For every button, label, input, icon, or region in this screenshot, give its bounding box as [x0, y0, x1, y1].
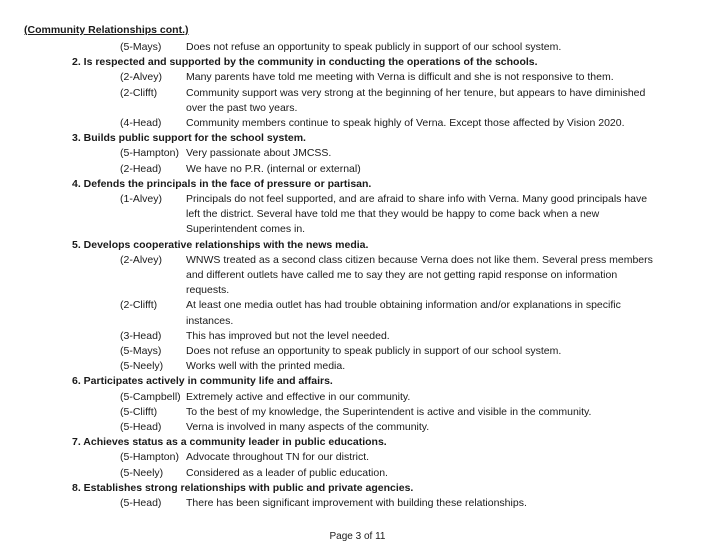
comment-row	[0, 146, 715, 161]
comment-text: Verna is involved in many aspects of the community.	[186, 421, 430, 433]
rater-label: (2-Alvey)	[120, 71, 163, 84]
rater-label: (2-Clifft)	[120, 86, 158, 99]
comment-row	[0, 40, 715, 55]
criterion-heading: 6. Participates actively in community life and affairs.	[72, 375, 333, 388]
comment-row	[0, 344, 715, 359]
comment-text: We have no P.R. (internal or external)	[186, 162, 361, 175]
rater-label: (1-Alvey)	[120, 192, 163, 205]
comment-text: There has been significant improvement with building these relationships.	[186, 496, 527, 509]
comment-text: Advocate throughout TN for our district.	[186, 451, 370, 464]
rater-label: (5-Head)	[120, 421, 162, 433]
criterion-block	[0, 55, 715, 131]
comment-text: Does not refuse an opportunity to speak publicly in support of our school system.	[186, 345, 562, 357]
comment-row	[0, 450, 715, 465]
criterion-heading: 2. Is respected and supported by the community in conducting the operations of the schools.	[72, 56, 538, 69]
comment-row	[0, 329, 715, 344]
criterion-block	[0, 481, 715, 511]
comment-text: Community support was very strong at the beginning of her tenure, but appears to have diminished over the past two years.	[186, 86, 646, 114]
comment-row	[0, 405, 715, 420]
comment-text: Does not refuse an opportunity to speak publicly in support of our school system.	[186, 41, 562, 53]
criterion-heading: 8. Establishes strong relationships with public and private agencies.	[72, 481, 414, 494]
comment-row	[0, 70, 715, 85]
rater-label: (5-Hampton)	[120, 147, 179, 160]
comment-text: Very passionate about JMCSS.	[186, 147, 332, 160]
section-title: (Community Relationships cont.)	[24, 24, 189, 36]
criterion-block	[0, 40, 715, 55]
comment-row	[0, 390, 715, 405]
rater-label: (3-Head)	[120, 329, 162, 342]
comment-text: WNWS treated as a second class citizen because Verna does not like them. Several press members and different outlets have called me to say they are not getting rapid response on information requests.	[186, 253, 653, 297]
criterion-heading: 5. Develops cooperative relationships with the news media.	[72, 238, 369, 251]
rater-label: (5-Neely)	[120, 466, 164, 479]
rater-label: (2-Clifft)	[120, 299, 158, 312]
rater-label: (2-Alvey)	[120, 253, 163, 266]
rater-label: (4-Head)	[120, 117, 162, 129]
rater-label: (5-Hampton)	[120, 451, 179, 464]
comment-text: At least one media outlet has had trouble obtaining information and/or explanations in specific instances.	[186, 299, 621, 327]
criterion-block	[0, 374, 715, 435]
criteria-list	[0, 40, 715, 511]
criterion-block	[0, 435, 715, 481]
comment-text: Principals do not feel supported, and are afraid to share info with Verna. Many good principals have left the district. Several have told me that they would be happy to come back when a new Superintendent comes in.	[186, 192, 648, 236]
comment-row	[0, 420, 715, 435]
comment-row	[0, 466, 715, 481]
comment-text: Community members continue to speak highly of Verna. Except those affected by Vision 2020.	[186, 117, 625, 129]
comment-row	[0, 192, 715, 238]
comment-text: This has improved but not the level needed.	[186, 329, 390, 342]
rater-label: (5-Mays)	[120, 41, 162, 53]
rater-label: (2-Head)	[120, 162, 162, 175]
comment-text: Works well with the printed media.	[186, 360, 346, 373]
rater-label: (5-Mays)	[120, 345, 162, 357]
rater-label: (5-Neely)	[120, 360, 164, 373]
page-number: Page 3 of 11	[329, 531, 386, 542]
comment-row	[0, 86, 715, 116]
criterion-heading: 7. Achieves status as a community leader in public educations.	[72, 436, 387, 449]
criterion-block	[0, 177, 715, 238]
comment-row	[0, 496, 715, 511]
criterion-heading: 4. Defends the principals in the face of pressure or partisan.	[72, 177, 372, 190]
comment-row	[0, 253, 715, 299]
comment-text: To the best of my knowledge, the Superintendent is active and visible in the community.	[186, 405, 592, 418]
comment-row	[0, 162, 715, 177]
comment-row	[0, 298, 715, 328]
criterion-heading: 3. Builds public support for the school system.	[72, 132, 306, 145]
comment-text: Many parents have told me meeting with Verna is difficult and she is not responsive to them.	[186, 71, 614, 84]
rater-label: (5-Head)	[120, 496, 162, 509]
comment-row	[0, 359, 715, 374]
rater-label: (5-Campbell)	[120, 390, 181, 403]
comment-row	[0, 116, 715, 131]
criterion-block	[0, 238, 715, 375]
comment-text: Considered as a leader of public education.	[186, 466, 388, 479]
rater-label: (5-Clifft)	[120, 405, 158, 418]
comment-text: Extremely active and effective in our community.	[186, 390, 411, 403]
criterion-block	[0, 131, 715, 177]
